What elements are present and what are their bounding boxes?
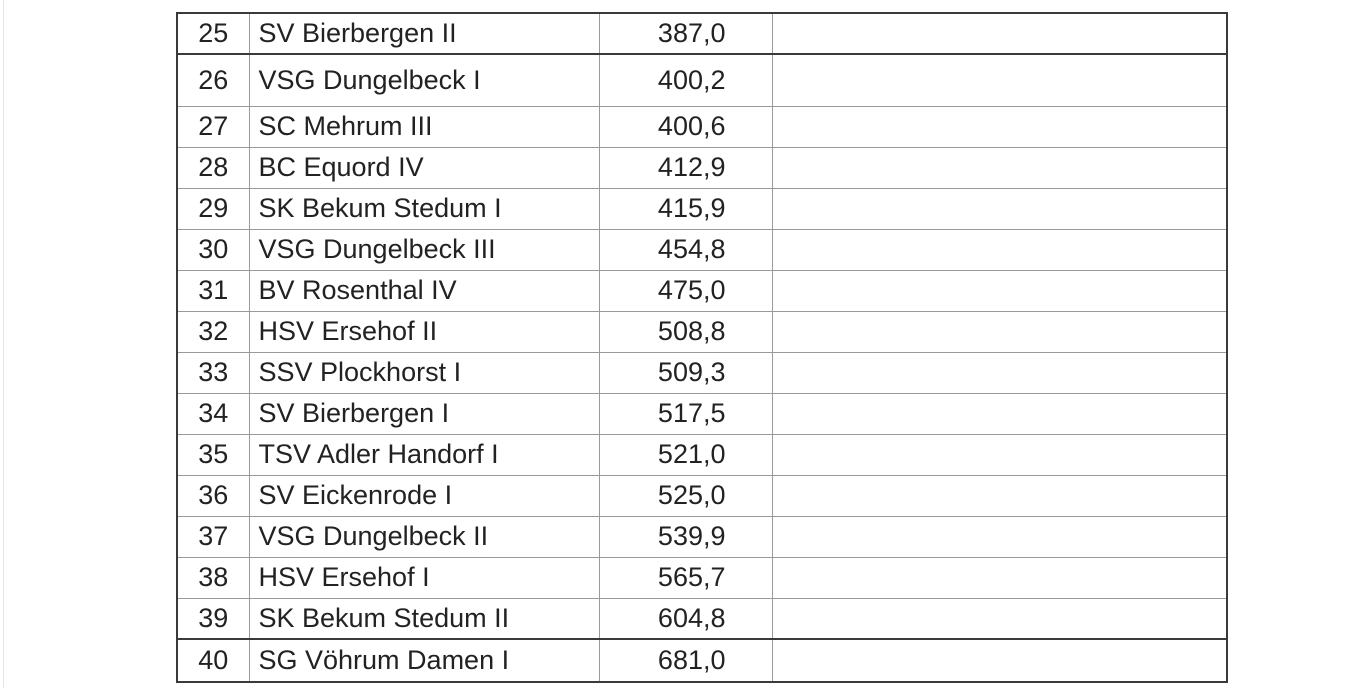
rank-cell: 25 <box>177 13 249 54</box>
results-table <box>176 12 1228 683</box>
blank-cell <box>772 557 1227 598</box>
blank-cell <box>772 229 1227 270</box>
score-cell: 509,3 <box>599 352 772 393</box>
score-cell: 475,0 <box>599 270 772 311</box>
table-row <box>177 188 1227 229</box>
blank-cell <box>772 434 1227 475</box>
team-cell: TSV Adler Handorf I <box>249 434 599 475</box>
score-cell: 400,2 <box>599 54 772 106</box>
rank-cell: 39 <box>177 598 249 639</box>
rank-cell: 34 <box>177 393 249 434</box>
rank-cell: 26 <box>177 54 249 106</box>
score-cell: 604,8 <box>599 598 772 639</box>
table-row <box>177 352 1227 393</box>
table-row <box>177 475 1227 516</box>
rank-cell: 30 <box>177 229 249 270</box>
table-row <box>177 54 1227 106</box>
rank-cell: 28 <box>177 147 249 188</box>
score-cell: 681,0 <box>599 639 772 682</box>
blank-cell <box>772 639 1227 682</box>
table-row <box>177 229 1227 270</box>
team-cell: SC Mehrum III <box>249 106 599 147</box>
blank-cell <box>772 54 1227 106</box>
blank-cell <box>772 311 1227 352</box>
score-cell: 508,8 <box>599 311 772 352</box>
score-cell: 415,9 <box>599 188 772 229</box>
scan-edge-line <box>3 0 4 688</box>
rank-cell: 36 <box>177 475 249 516</box>
score-cell: 400,6 <box>599 106 772 147</box>
rank-cell: 37 <box>177 516 249 557</box>
team-cell: VSG Dungelbeck I <box>249 54 599 106</box>
score-cell: 565,7 <box>599 557 772 598</box>
blank-cell <box>772 270 1227 311</box>
blank-cell <box>772 516 1227 557</box>
score-cell: 517,5 <box>599 393 772 434</box>
rank-cell: 33 <box>177 352 249 393</box>
score-cell: 387,0 <box>599 13 772 54</box>
team-cell: SV Bierbergen II <box>249 13 599 54</box>
score-cell: 412,9 <box>599 147 772 188</box>
team-cell: HSV Ersehof II <box>249 311 599 352</box>
blank-cell <box>772 188 1227 229</box>
blank-cell <box>772 352 1227 393</box>
blank-cell <box>772 13 1227 54</box>
table-row <box>177 106 1227 147</box>
table-row <box>177 393 1227 434</box>
table-row <box>177 434 1227 475</box>
rank-cell: 29 <box>177 188 249 229</box>
blank-cell <box>772 393 1227 434</box>
rank-cell: 35 <box>177 434 249 475</box>
rank-cell: 32 <box>177 311 249 352</box>
score-cell: 454,8 <box>599 229 772 270</box>
table-row <box>177 311 1227 352</box>
table-row <box>177 639 1227 682</box>
table-row <box>177 516 1227 557</box>
score-cell: 521,0 <box>599 434 772 475</box>
team-cell: VSG Dungelbeck III <box>249 229 599 270</box>
blank-cell <box>772 106 1227 147</box>
score-cell: 539,9 <box>599 516 772 557</box>
team-cell: VSG Dungelbeck II <box>249 516 599 557</box>
rank-cell: 40 <box>177 639 249 682</box>
table-row <box>177 270 1227 311</box>
table-row <box>177 598 1227 639</box>
table-row <box>177 557 1227 598</box>
team-cell: HSV Ersehof I <box>249 557 599 598</box>
team-cell: SV Eickenrode I <box>249 475 599 516</box>
blank-cell <box>772 475 1227 516</box>
team-cell: SK Bekum Stedum I <box>249 188 599 229</box>
rank-cell: 31 <box>177 270 249 311</box>
score-cell: 525,0 <box>599 475 772 516</box>
blank-cell <box>772 598 1227 639</box>
team-cell: SK Bekum Stedum II <box>249 598 599 639</box>
rank-cell: 27 <box>177 106 249 147</box>
rank-cell: 38 <box>177 557 249 598</box>
team-cell: BV Rosenthal IV <box>249 270 599 311</box>
table-row <box>177 13 1227 54</box>
team-cell: BC Equord IV <box>249 147 599 188</box>
team-cell: SG Vöhrum Damen I <box>249 639 599 682</box>
team-cell: SV Bierbergen I <box>249 393 599 434</box>
team-cell: SSV Plockhorst I <box>249 352 599 393</box>
table-row <box>177 147 1227 188</box>
blank-cell <box>772 147 1227 188</box>
